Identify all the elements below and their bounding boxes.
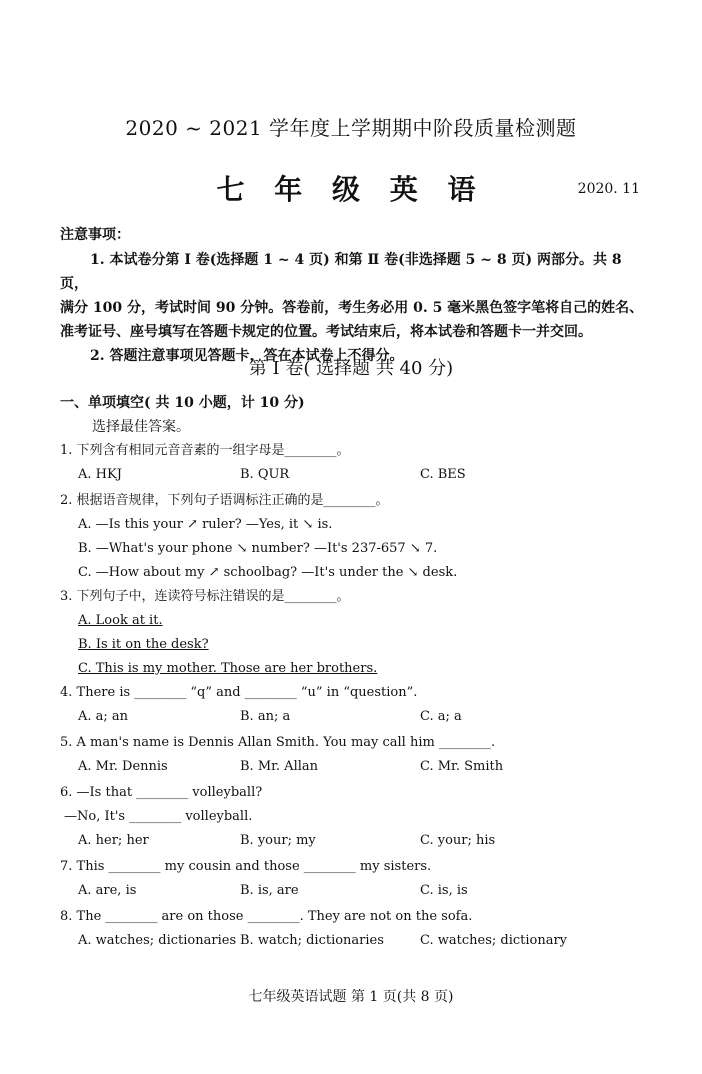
- option-b: B. QUR: [240, 467, 290, 482]
- exam-main-title: 2020 ~ 2021 学年度上学期期中阶段质量检测题: [125, 116, 577, 140]
- options-row: [60, 930, 660, 956]
- question-stem: 5. A man's name is Dennis Allan Smith. You may call him ________.: [60, 735, 496, 750]
- question-stem: 4. There is ________ “q” and ________ “u” in “question”.: [60, 685, 418, 700]
- option-a: A. HKJ: [78, 467, 122, 482]
- option-c: C. your; his: [420, 833, 496, 848]
- option-a: A. Mr. Dennis: [78, 759, 168, 774]
- option-c: C. —How about my ↗ schoolbag? —It's under the ↘ desk.: [78, 565, 458, 580]
- option-c: C. watches; dictionary: [420, 933, 568, 948]
- option-b: B. your; my: [240, 833, 316, 848]
- question-4: [60, 682, 660, 732]
- notes-item1-line3: 准考证号、座号填写在答题卡规定的位置。考试结束后，将本试卷和答题卡一并交回。: [60, 324, 592, 340]
- question-stem: 1. 下列含有相同元音音素的一组字母是________。: [60, 443, 350, 458]
- option-a: A. watches; dictionaries: [78, 933, 237, 948]
- option-c: C. a; a: [420, 709, 462, 724]
- option-b: B. watch; dictionaries: [240, 933, 384, 948]
- option-a: A. her; her: [78, 833, 149, 848]
- question-stem: 2. 根据语音规律，下列句子语调标注正确的是________。: [60, 493, 389, 508]
- exam-subject-title: 七 年 级 英 语: [216, 173, 486, 206]
- question-stem: 7. This ________ my cousin and those ________ my sisters.: [60, 859, 432, 874]
- options-row: [60, 756, 660, 782]
- part1-title: 第 Ⅰ 卷( 选择题 共 40 分): [248, 358, 454, 379]
- option-a: A. Look at it.: [78, 613, 163, 628]
- question-2: [60, 490, 660, 586]
- question-3: [60, 586, 660, 682]
- option-c: C. is, is: [420, 883, 468, 898]
- options-row: [60, 880, 660, 906]
- notes-item1-line2: 满分 100 分，考试时间 90 分钟。答卷前，考生务必用 0. 5 毫米黑色签字笔将自己的姓名、: [60, 300, 644, 316]
- option-b: B. an; a: [240, 709, 291, 724]
- section1-instruction: 选择最佳答案。: [92, 419, 190, 435]
- question-6: [60, 782, 660, 856]
- options-row: [60, 706, 660, 732]
- notes-section: [60, 224, 650, 368]
- question-stem-response: —No, It's ________ volleyball.: [64, 809, 253, 824]
- options-row: [60, 830, 660, 856]
- exam-date: 2020. 11: [577, 181, 640, 197]
- page-footer: 七年级英语试题 第 1 页(共 8 页): [248, 989, 454, 1005]
- question-8: [60, 906, 660, 956]
- option-c: C. This is my mother. Those are her brothers.: [78, 661, 378, 676]
- question-list: [60, 440, 660, 956]
- option-b: B. —What's your phone ↘ number? —It's 237-657 ↘ 7.: [78, 541, 438, 556]
- question-stem: 6. —Is that ________ volleyball?: [60, 785, 263, 800]
- option-a: A. are, is: [78, 883, 137, 898]
- option-a: A. —Is this your ↗ ruler? —Yes, it ↘ is.: [78, 517, 333, 532]
- question-7: [60, 856, 660, 906]
- option-b: B. Mr. Allan: [240, 759, 319, 774]
- option-c: C. BES: [420, 467, 466, 482]
- options-row: [60, 464, 660, 490]
- option-b: B. is, are: [240, 883, 299, 898]
- notes-item1-line1: 1. 本试卷分第 Ⅰ 卷(选择题 1 ~ 4 页) 和第 Ⅱ 卷(非选择题 5 ~ 8 页) 两部分。共 8 页，: [60, 252, 622, 292]
- option-b: B. Is it on the desk?: [78, 637, 209, 652]
- question-stem: 8. The ________ are on those ________. They are not on the sofa.: [60, 909, 473, 924]
- question-stem: 3. 下列句子中，连读符号标注错误的是________。: [60, 589, 350, 604]
- question-1: [60, 440, 660, 490]
- notes-heading: 注意事项：: [60, 227, 130, 243]
- option-c: C. Mr. Smith: [420, 759, 504, 774]
- notes-item2: 2. 答题注意事项见答题卡，答在本试卷上不得分。: [90, 348, 404, 364]
- section1-heading: 一、单项填空( 共 10 小题，计 10 分): [60, 395, 305, 411]
- question-5: [60, 732, 660, 782]
- option-a: A. a; an: [78, 709, 129, 724]
